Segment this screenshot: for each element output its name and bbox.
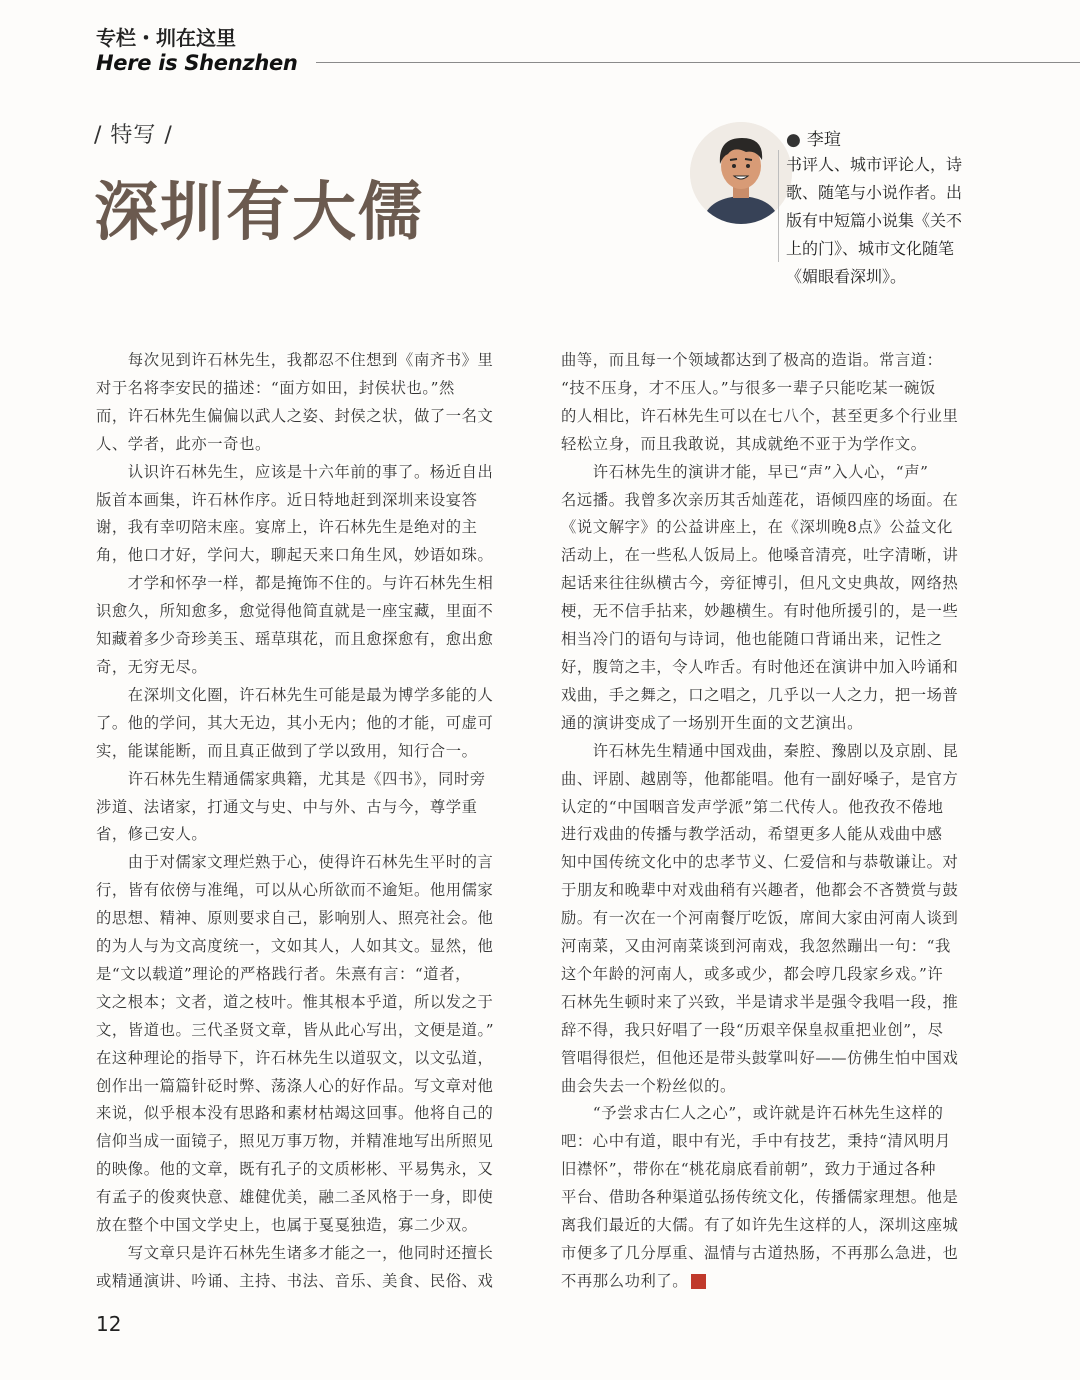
author-bio-line: 《媚眼看深圳》。 xyxy=(786,267,907,286)
article-line: 石林先生顿时来了兴致，半是请求半是强令我唱一段，推 xyxy=(561,992,959,1011)
end-seal-icon xyxy=(691,1274,706,1289)
article-line: 平台、借助各种渠道弘扬传统文化，传播儒家理想。他是 xyxy=(561,1188,959,1207)
author-bio-line: 版有中短篇小说集《关不 xyxy=(786,211,963,230)
article-line: 每次见到许石林先生，我都忍不住想到《南齐书》里 xyxy=(96,351,494,369)
author-name-text: 李瑄 xyxy=(806,130,841,150)
author-bio xyxy=(786,151,986,291)
article-line: 曲等，而且每一个领域都达到了极高的造诣。常言道： xyxy=(561,351,943,369)
article-headline: 深圳有大儒 xyxy=(94,175,424,250)
article-line: 信仰当成一面镜子，照见万事万物，并精准地写出所照见 xyxy=(96,1132,494,1151)
article-line: 认识许石林先生，应该是十六年前的事了。杨近自出 xyxy=(96,462,494,481)
article-line: 曲会失去一个粉丝似的。 xyxy=(561,1076,736,1095)
article-line: 梗，无不信手拈来，妙趣横生。有时他所援引的，是一些 xyxy=(561,602,959,621)
article-column-right xyxy=(561,347,985,1296)
article-line: “予尝求古仁人之心”，或许就是许石林先生这样的 xyxy=(561,1104,944,1123)
article-line: 由于对儒家文理烂熟于心，使得许石林先生平时的言 xyxy=(96,853,494,872)
article-line: 知藏着多少奇珍美玉、瑶草琪花，而且愈探愈有，愈出愈 xyxy=(96,630,494,649)
article-line: 的人相比，许石林先生可以在七八个，甚至更多个行业里 xyxy=(561,406,959,425)
article-line: 进行戏曲的传播与教学活动，希望更多人能从戏曲中感 xyxy=(561,825,943,844)
article-line: 了。他的学问，其大无边，其小无内；他的才能，可虚可 xyxy=(96,713,494,732)
article-line: 许石林先生精通儒家典籍，尤其是《四书》，同时旁 xyxy=(96,769,486,788)
article-line: 戏曲，手之舞之，口之唱之，几乎以一人之力，把一场普 xyxy=(561,685,959,704)
article-line: 来说，似乎根本没有思路和素材枯竭这回事。他将自己的 xyxy=(96,1104,494,1123)
article-line: 或精通演讲、吟诵、主持、书法、音乐、美食、民俗、戏 xyxy=(96,1271,494,1290)
article-line: 是“文以载道”理论的严格践行者。朱熹有言：“道者， xyxy=(96,964,471,983)
article-line: 的映像。他的文章，既有孔子的文质彬彬、平易隽永，又 xyxy=(96,1160,494,1179)
article-line: 曲、评剧、越剧等，他都能唱。他有一副好嗓子，是官方 xyxy=(561,769,959,788)
article-line: 在这种理论的指导下，许石林先生以道驭文，以文弘道， xyxy=(96,1048,494,1067)
article-line: 谢，我有幸叨陪末座。宴席上，许石林先生是绝对的主 xyxy=(96,518,478,537)
author-avatar xyxy=(690,122,792,224)
article-line: 文，皆道也。三代圣贤文章，皆从此心写出，文便是道。” xyxy=(96,1020,495,1039)
article-line: 相当冷门的语句与诗词，他也能随口背诵出来，记性之 xyxy=(561,630,943,649)
author-name xyxy=(786,125,841,150)
author-divider-line xyxy=(778,150,779,262)
article-line: 认定的“中国咽音发声学派”第二代传人。他孜孜不倦地 xyxy=(561,797,944,816)
article-line: 轻松立身，而且我敢说，其成就绝不亚于为学作文。 xyxy=(561,434,927,453)
page-number: 12 xyxy=(96,1312,122,1336)
article-line: 有孟子的俊爽快意、雄健优美，融二圣风格于一身，即使 xyxy=(96,1188,494,1207)
article-line: 实，能谋能断，而且真正做到了学以致用，知行合一。 xyxy=(96,741,478,760)
article-line: 的思想、精神、原则要求自己，影响别人、照亮社会。他 xyxy=(96,909,494,928)
article-line: 知中国传统文化中的忠孝节义、仁爱信和与恭敬谦让。对 xyxy=(561,853,959,872)
article-line: 角，他口才好，学问大，聊起天来口角生风，妙语如珠。 xyxy=(96,546,494,565)
article-line: 辞不得，我只好唱了一段“历艰辛保皇叔重把业创”，尽 xyxy=(561,1020,944,1039)
author-bio-line: 歌、随笔与小说作者。出 xyxy=(786,183,963,202)
article-line: 名远播。我曾多次亲历其舌灿莲花，语倾四座的场面。在 xyxy=(561,490,959,509)
article-line: 在深圳文化圈，许石林先生可能是最为博学多能的人 xyxy=(96,685,494,704)
article-line: 人、学者，此亦一奇也。 xyxy=(96,434,271,453)
article-line: 的为人与为文高度统一，文如其人，人如其文。显然，他 xyxy=(96,937,494,956)
article-line: 对于名将李安民的描述：“面方如田，封侯状也。”然 xyxy=(96,378,455,397)
article-line: 放在整个中国文学史上，也属于戛戛独造，寡二少双。 xyxy=(96,1216,478,1235)
article-line: 旧襟怀”，带你在“桃花扇底看前朝”，致力于通过各种 xyxy=(561,1160,936,1179)
author-bio-line: 书评人、城市评论人，诗 xyxy=(786,155,963,174)
article-line: 奇，无穷无尽。 xyxy=(96,657,208,676)
bullet-dot-icon: ● xyxy=(786,130,801,150)
article-line: 好，腹笥之丰，令人咋舌。有时他还在演讲中加入吟诵和 xyxy=(561,657,959,676)
author-bio-line: 上的门》、城市文化随笔 xyxy=(786,239,955,258)
article-line: 离我们最近的大儒。有了如许先生这样的人，深圳这座城 xyxy=(561,1216,959,1235)
article-column-left xyxy=(96,347,520,1296)
article-line: 于朋友和晚辈中对戏曲稍有兴趣者，他都会不吝赞赏与鼓 xyxy=(561,881,959,900)
column-header xyxy=(96,26,298,76)
article-line: 吧：心中有道，眼中有光，手中有技艺，秉持“清风明月 xyxy=(561,1132,951,1151)
column-title-zh: 专栏・圳在这里 xyxy=(96,26,236,50)
article-line: 不再那么功利了。 xyxy=(561,1268,985,1296)
article-line: 创作出一篇篇针砭时弊、荡涤人心的好作品。写文章对他 xyxy=(96,1076,494,1095)
article-line: 涉道、法诸家，打通文与史、中与外、古与今，尊学重 xyxy=(96,797,478,816)
article-line: 励。有一次在一个河南餐厅吃饭，席间大家由河南人谈到 xyxy=(561,909,959,928)
article-line: 识愈久，所知愈多，愈觉得他简直就是一座宝藏，里面不 xyxy=(96,602,494,621)
article-line: 市便多了几分厚重、温情与古道热肠，不再那么急进，也 xyxy=(561,1244,959,1262)
author-portrait-illustration xyxy=(690,122,792,224)
article-line: 才学和怀孕一样，都是掩饰不住的。与许石林先生相 xyxy=(96,574,494,593)
article-line: 写文章只是许石林先生诸多才能之一，他同时还擅长 xyxy=(96,1244,494,1262)
article-line: 管唱得很烂，但他还是带头鼓掌叫好——仿佛生怕中国戏 xyxy=(561,1048,959,1067)
article-line: 这个年龄的河南人，或多或少，都会哼几段家乡戏。”许 xyxy=(561,964,944,983)
article-line: 文之根本；文者，道之枝叶。惟其根本乎道，所以发之于 xyxy=(96,992,494,1011)
article-line: 通的演讲变成了一场别开生面的文艺演出。 xyxy=(561,713,864,732)
header-divider xyxy=(316,62,1080,63)
article-line: 起话来往往纵横古今，旁征博引，但凡文史典故，网络热 xyxy=(561,574,959,593)
column-title-en: Here is Shenzhen xyxy=(96,51,298,75)
article-line: 而，许石林先生偏偏以武人之姿、封侯之状，做了一名文 xyxy=(96,406,494,425)
article-line: 省，修己安人。 xyxy=(96,825,208,844)
article-line: 版首本画集，许石林作序。近日特地赶到深圳来设宴答 xyxy=(96,490,478,509)
article-line: 许石林先生的演讲才能，早已“声”入人心，“声” xyxy=(561,462,929,481)
article-line: 活动上，在一些私人饭局上。他嗓音清亮，吐字清晰，讲 xyxy=(561,546,959,565)
article-line: 河南菜，又由河南菜谈到河南戏，我忽然蹦出一句：“我 xyxy=(561,937,951,956)
article-line: 《说文解字》的公益讲座上，在《深圳晚8点》公益文化 xyxy=(561,518,953,537)
section-tag: / 特写 / xyxy=(94,123,173,148)
article-line: 许石林先生精通中国戏曲，秦腔、豫剧以及京剧、昆 xyxy=(561,741,959,760)
article-line: “技不压身，才不压人。”与很多一辈子只能吃某一碗饭 xyxy=(561,378,936,397)
article-line: 行，皆有依傍与准绳，可以从心所欲而不逾矩。他用儒家 xyxy=(96,881,494,900)
